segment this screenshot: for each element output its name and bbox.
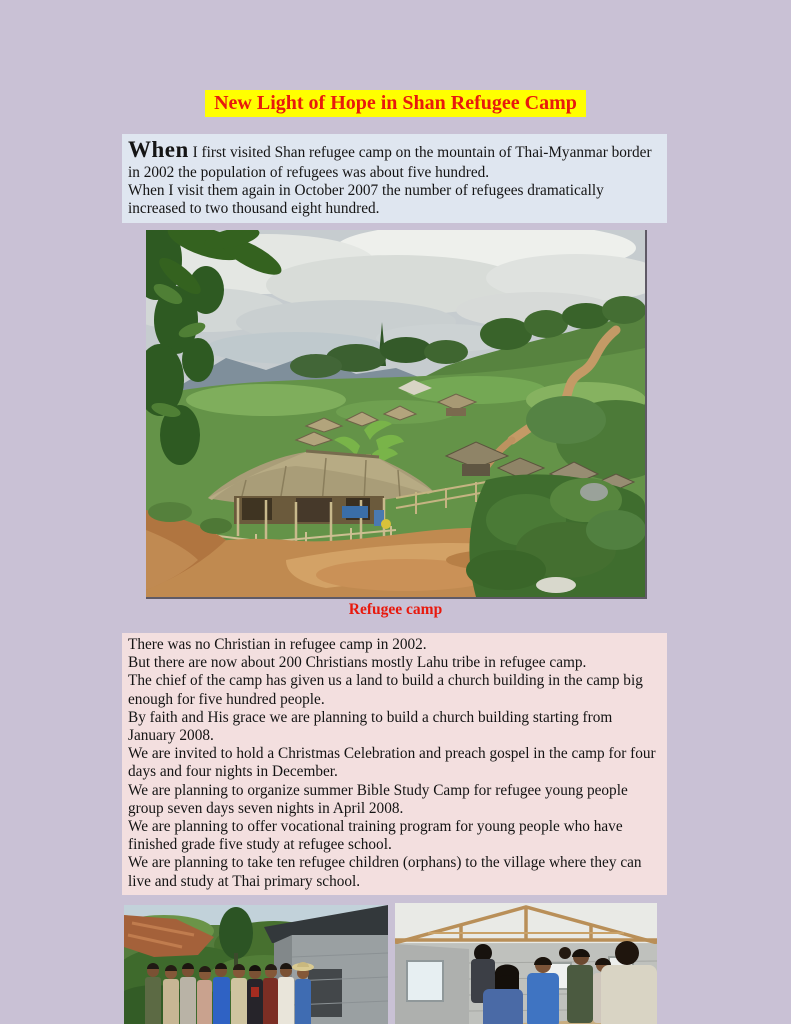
intro-second-sentence: When I visit them again in October 2007 the number of refugees dramatically increased to two thousand eight hundred. [128, 181, 604, 218]
camp-photo-illustration [146, 230, 645, 597]
group-photo [124, 905, 388, 1024]
group-photo-illustration [124, 905, 388, 1024]
body-sentence: By faith and His grace we are planning to build a church building starting from January 2008. [128, 708, 613, 745]
church-interior-photo [395, 903, 657, 1024]
body-sentence: We are planning to offer vocational training program for young people who have finished grade five study at refugee school. [128, 818, 623, 854]
caption-row [0, 601, 791, 619]
intro-first-sentence [128, 136, 661, 182]
body-sentence: The chief of the camp has given us a land to build a church building in the camp big enough for five hundred people. [128, 672, 643, 708]
body-sentence: There was no Christian in refugee camp in 2002. [128, 636, 427, 653]
body-sentence: We are invited to hold a Christmas Celebration and preach gospel in the camp for four days and four nights in December. [128, 745, 656, 781]
intro-block [122, 134, 667, 223]
page-title: New Light of Hope in Shan Refugee Camp [205, 90, 586, 117]
body-block [122, 633, 667, 895]
intro-lead-text: I first visited Shan refugee camp on the mountain of Thai-Myanmar border in 2002 the population of refugees was about five hundred. [128, 144, 652, 181]
camp-photo [146, 230, 647, 599]
church-photo-illustration [395, 903, 657, 1024]
intro-lead-word: When [128, 137, 189, 162]
body-sentence: We are planning to take ten refugee children (orphans) to the village where they can live and study at Thai primary school. [128, 854, 642, 890]
body-sentence: We are planning to organize summer Bible Study Camp for refugee young people group seven days seven nights in April 2008. [128, 781, 628, 817]
photo-caption: Refugee camp [348, 601, 443, 618]
body-sentence: But there are now about 200 Christians mostly Lahu tribe in refugee camp. [128, 654, 587, 672]
title-row [0, 90, 791, 117]
